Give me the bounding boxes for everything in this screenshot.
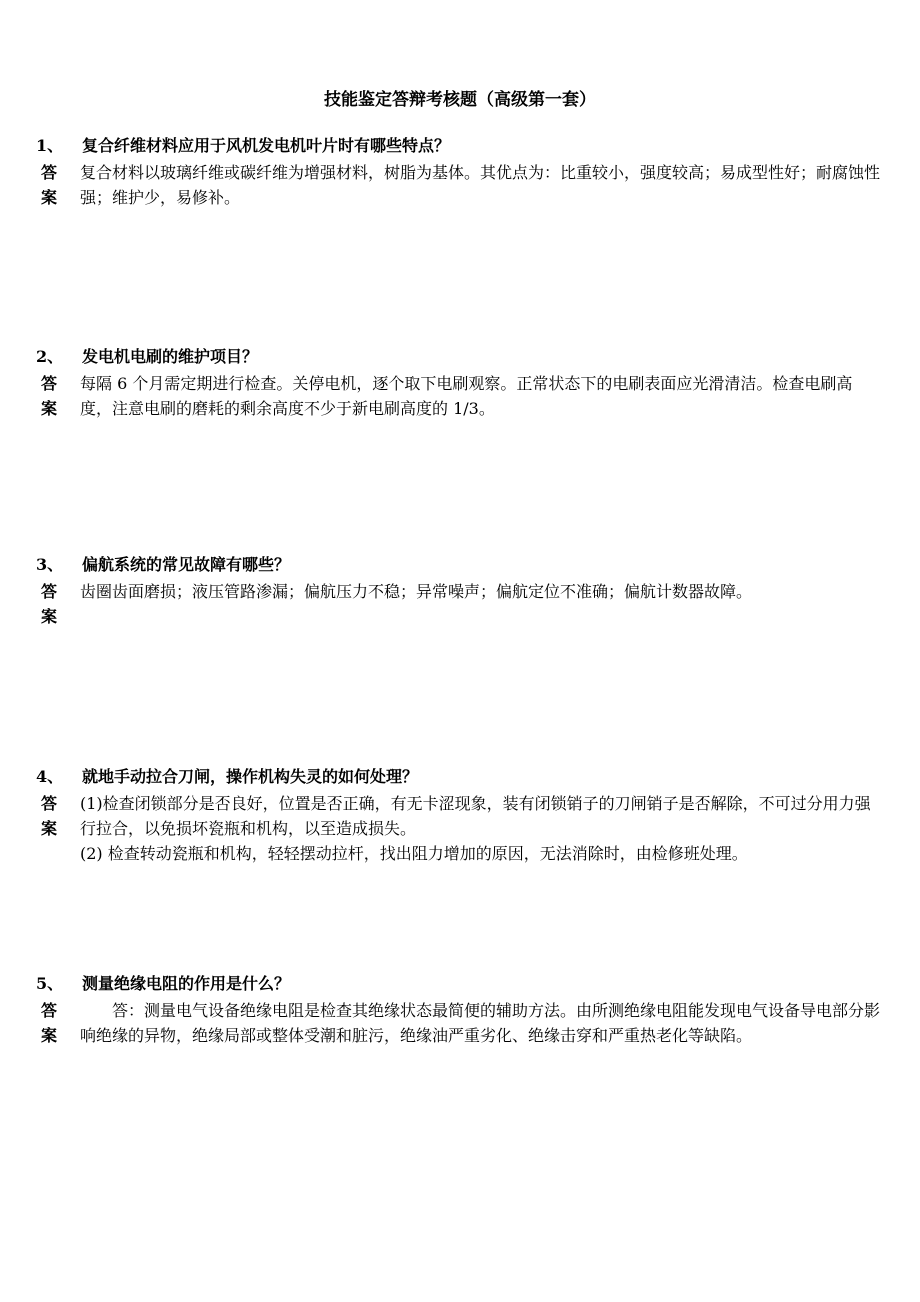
question-block-2 [36, 345, 896, 421]
answer-label-top: 答 [40, 163, 57, 182]
question-text: 就地手动拉合刀闸，操作机构失灵的如何处理？ [82, 767, 419, 786]
question-number: 1、 [36, 136, 64, 155]
answer-label [36, 160, 62, 210]
answer-label-top: 答 [40, 582, 57, 601]
answer-text [80, 791, 882, 866]
answer-label-bottom: 案 [40, 1026, 57, 1045]
question-text: 发电机电刷的维护项目？ [82, 347, 259, 366]
answer-label-bottom: 案 [40, 819, 57, 838]
question-block-5 [36, 972, 896, 1048]
answer-label [36, 998, 62, 1048]
answer-text [80, 998, 882, 1048]
answer-label [36, 371, 62, 421]
question-number: 5、 [36, 974, 64, 993]
question-header [36, 765, 896, 791]
answer-paragraph: 复合材料以玻璃纤维或碳纤维为增强材料，树脂为基体。其优点为：比重较小，强度较高；易成型性好；耐腐蚀性强；维护少，易修补。 [80, 163, 881, 207]
answer-paragraph: 齿圈齿面磨损；液压管路渗漏；偏航压力不稳；异常噪声；偏航定位不准确；偏航计数器故障。 [80, 582, 753, 601]
answer-paragraph: (1)检查闭锁部分是否良好，位置是否正确，有无卡涩现象，装有闭锁销子的刀闸销子是否解除，不可过分用力强行拉合，以免损坏瓷瓶和机构，以至造成损失。 [80, 794, 871, 838]
question-number: 2、 [36, 347, 64, 366]
answer-label-top: 答 [40, 1001, 57, 1020]
question-text: 偏航系统的常见故障有哪些？ [82, 555, 291, 574]
answer-label-bottom: 案 [40, 399, 57, 418]
question-block-1 [36, 134, 896, 210]
answer-label [36, 791, 62, 866]
question-header [36, 553, 896, 579]
answer-paragraph: 答：测量电气设备绝缘电阻是检查其绝缘状态最简便的辅助方法。由所测绝缘电阻能发现电气设备导电部分影响绝缘的异物，绝缘局部或整体受潮和脏污，绝缘油严重劣化、绝缘击穿和严重热老化等缺陷。 [80, 1001, 881, 1045]
answer-text [80, 160, 882, 210]
question-number: 3、 [36, 555, 64, 574]
question-text: 复合纤维材料应用于风机发电机叶片时有哪些特点？ [82, 136, 451, 155]
question-header [36, 972, 896, 998]
answer-text [80, 579, 882, 629]
answer-row [36, 791, 896, 866]
answer-paragraph: 每隔 6 个月需定期进行检查。关停电机，逐个取下电刷观察。正常状态下的电刷表面应光滑清洁。检查电刷高度，注意电刷的磨耗的剩余高度不少于新电刷高度的 1/3。 [80, 374, 853, 418]
question-block-3 [36, 553, 896, 629]
question-number: 4、 [36, 767, 64, 786]
answer-paragraph: (2) 检查转动瓷瓶和机构，轻轻摆动拉杆，找出阻力增加的原因，无法消除时，由检修班处理。 [80, 844, 748, 863]
answer-row [36, 998, 896, 1048]
question-header [36, 134, 896, 160]
question-text: 测量绝缘电阻的作用是什么？ [82, 974, 291, 993]
answer-label-top: 答 [40, 794, 57, 813]
answer-label [36, 579, 62, 629]
answer-row [36, 579, 896, 629]
document-title: 技能鉴定答辩考核题（高级第一套） [324, 90, 596, 110]
answer-text [80, 371, 882, 421]
answer-label-bottom: 案 [40, 607, 57, 626]
answer-row [36, 160, 896, 210]
answer-label-top: 答 [40, 374, 57, 393]
answer-row [36, 371, 896, 421]
question-block-4 [36, 765, 896, 866]
answer-label-bottom: 案 [40, 188, 57, 207]
question-header [36, 345, 896, 371]
